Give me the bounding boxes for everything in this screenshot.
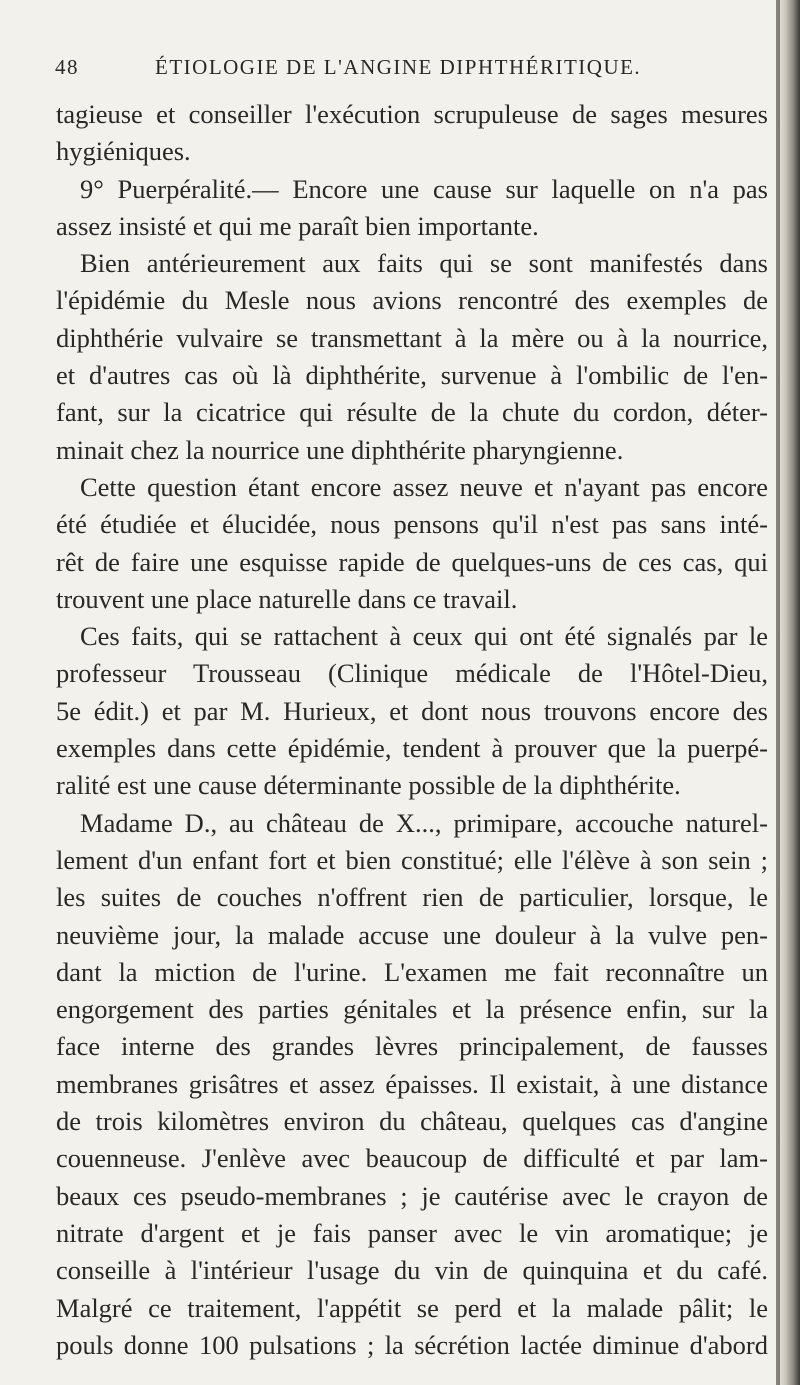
text-line: pouls donne 100 pulsations ; la sécrétion lactée diminue d'abord [56, 1329, 768, 1360]
book-spine-shadow [778, 0, 800, 1385]
text-line: professeur Trousseau (Clinique médicale de l'Hôtel-Dieu, [56, 658, 768, 689]
text-line: les suites de couches n'offrent rien de particulier, lorsque, le [56, 882, 768, 913]
text-line: tagieuse et conseiller l'exécution scrupuleuse de sages mesures [56, 99, 768, 129]
text-line: couenneuse. J'enlève avec beaucoup de difficulté et par lam- [56, 1143, 768, 1174]
text-line: 5e édit.) et par M. Hurieux, et dont nous trouvons encore des [56, 695, 768, 726]
text-line: de trois kilomètres environ du château, quelques cas d'angine [56, 1106, 768, 1137]
text-line: Madame D., au château de X..., primipare, accouche naturel- [80, 807, 768, 838]
text-line: 9° Puerpéralité.— Encore une cause sur laquelle on n'a pas [80, 173, 768, 204]
text-line: hygiéniques. [56, 136, 191, 167]
text-line: et d'autres cas où là diphthérite, survenue à l'ombilic de l'en- [56, 360, 768, 391]
running-title: ÉTIOLOGIE DE L'ANGINE DIPHTHÉRITIQUE. [155, 55, 642, 79]
text-line: membranes grisâtres et assez épaisses. Il existait, à une distance [56, 1068, 768, 1099]
text-line: fant, sur la cicatrice qui résulte de la chute du cordon, déter- [56, 397, 768, 428]
text-line: neuvième jour, la malade accuse une douleur à la vulve pen- [56, 919, 768, 950]
page-number: 48 [55, 55, 79, 79]
page-edge [776, 0, 780, 1385]
text-line: dant la miction de l'urine. L'examen me fait reconnaître un [56, 956, 768, 987]
text-line: minait chez la nourrice une diphthérite pharyngienne. [56, 434, 624, 465]
text-line: Malgré ce traitement, l'appétit se perd et la malade pâlit; le [56, 1292, 768, 1323]
text-line: ralité est une cause déterminante possible de la diphthérite. [56, 770, 681, 801]
text-line: trouvent une place naturelle dans ce travail. [56, 583, 518, 614]
text-line: diphthérie vulvaire se transmettant à la mère ou à la nourrice, [56, 322, 768, 353]
text-line: engorgement des parties génitales et la présence enfin, sur la [56, 994, 768, 1025]
text-line: Ces faits, qui se rattachent à ceux qui ont été signalés par le [80, 621, 768, 652]
running-header [45, 55, 765, 85]
text-line: été étudiée et élucidée, nous pensons qu'il n'est pas sans inté- [56, 509, 768, 540]
text-line: face interne des grandes lèvres principalement, de fausses [56, 1031, 768, 1062]
text-line: lement d'un enfant fort et bien constitué; elle l'élève à son sein ; [56, 844, 768, 875]
text-line: l'épidémie du Mesle nous avions rencontré des exemples de [56, 285, 768, 316]
text-line: rêt de faire une esquisse rapide de quelques-uns de ces cas, qui [56, 546, 768, 577]
text-line: Cette question étant encore assez neuve et n'ayant pas encore [80, 471, 768, 502]
text-line: conseille à l'intérieur l'usage du vin de quinquina et du café. [56, 1255, 768, 1286]
text-line: assez insisté et qui me paraît bien importante. [56, 210, 539, 241]
body-text [56, 96, 768, 1364]
text-line: exemples dans cette épidémie, tendent à prouver que la puerpé- [56, 733, 768, 764]
text-line: Bien antérieurement aux faits qui se sont manifestés dans [80, 248, 768, 279]
text-line: beaux ces pseudo-membranes ; je cautérise avec le crayon de [56, 1180, 768, 1211]
text-line: nitrate d'argent et je fais panser avec le vin aromatique; je [56, 1217, 768, 1248]
